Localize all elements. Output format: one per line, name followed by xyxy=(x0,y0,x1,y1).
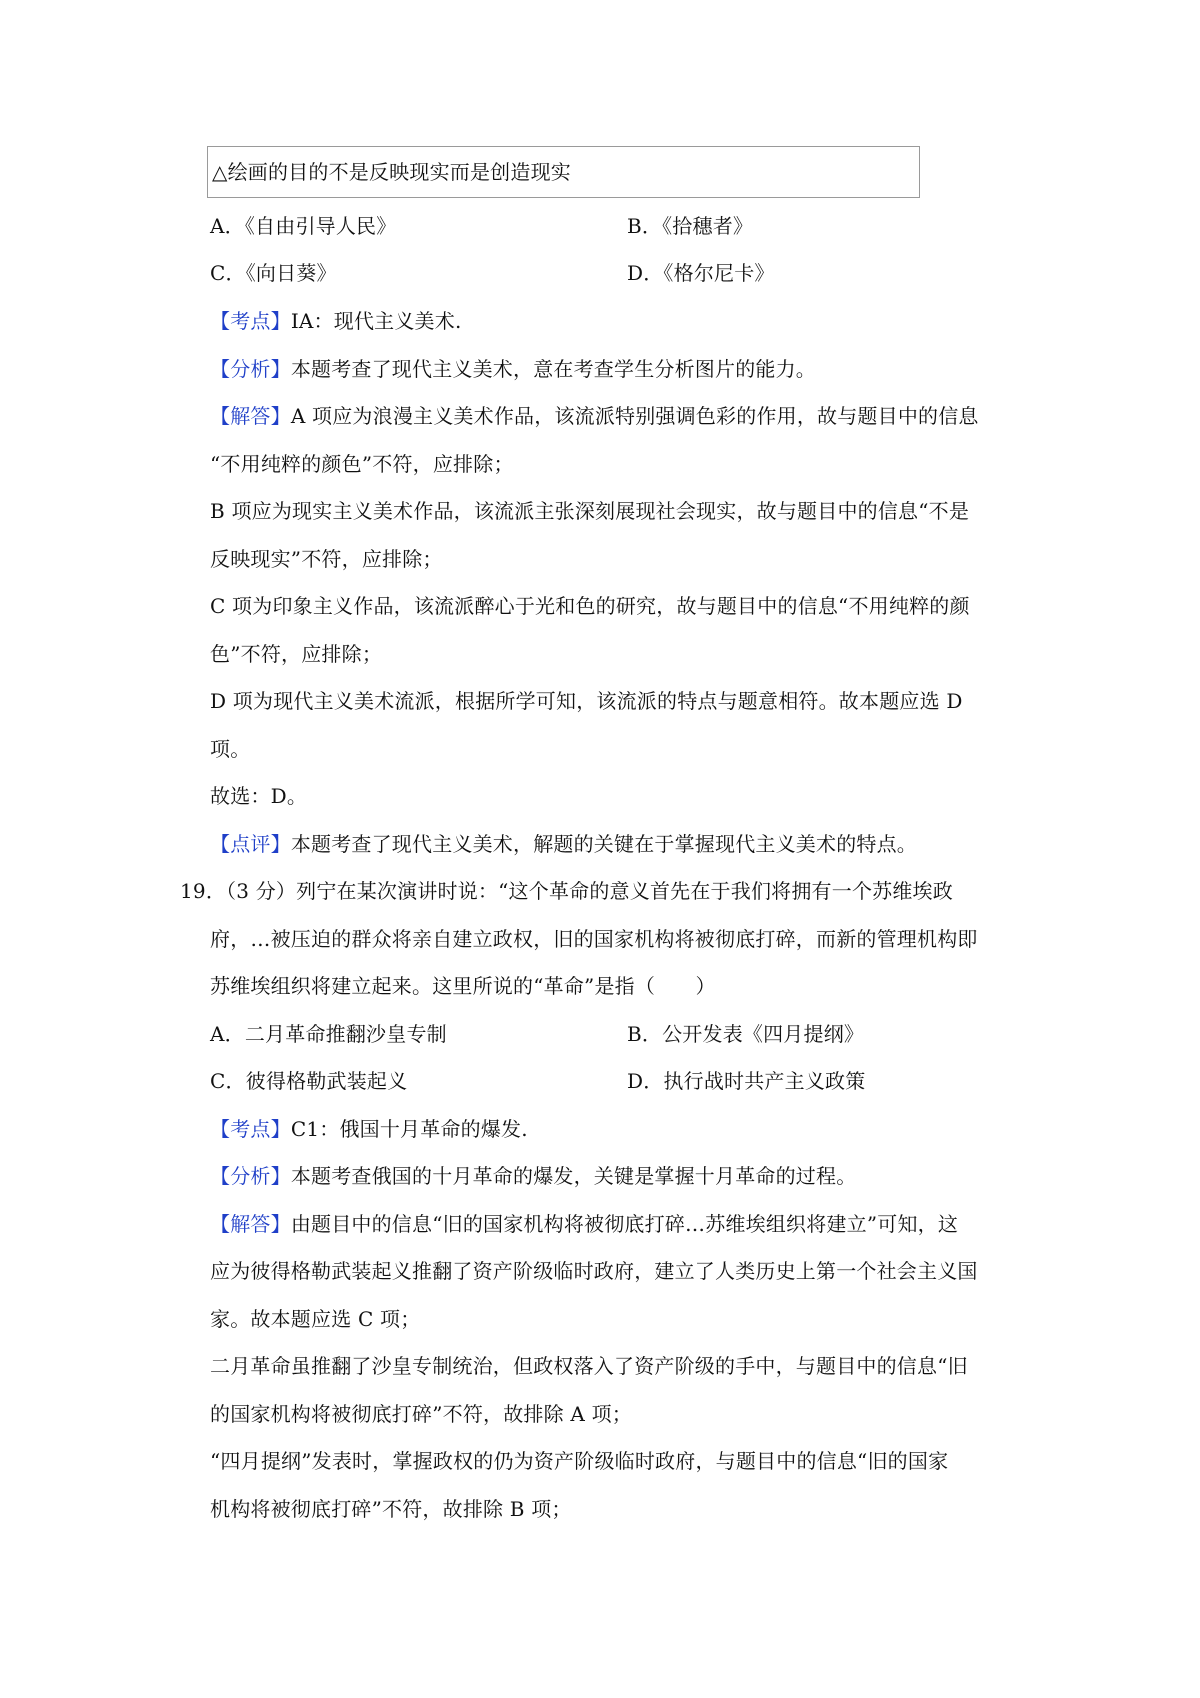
fenxi-tag: 【分析】 xyxy=(210,1164,291,1188)
fenxi-text: 本题考查俄国的十月革命的爆发，关键是掌握十月革命的过程。 xyxy=(290,1164,857,1188)
q19-option-d: D．执行战时共产主义政策 xyxy=(627,1069,866,1093)
q18-option-a: A．《自由引导人民》 xyxy=(210,214,397,238)
q19-jieda xyxy=(210,1210,958,1238)
q18-option-d: D．《格尔尼卡》 xyxy=(627,261,775,285)
jieda-line: A 项应为浪漫主义美术作品，该流派特别强调色彩的作用，故与题目中的信息 xyxy=(290,404,979,428)
dianping-text: 本题考查了现代主义美术，解题的关键在于掌握现代主义美术的特点。 xyxy=(290,832,918,856)
jieda-line: D 项为现代主义美术流派，根据所学可知，该流派的特点与题意相符。故本题应选 D xyxy=(210,689,963,713)
jieda-line: 的国家机构将被彻底打碎”不符，故排除 A 项； xyxy=(210,1402,632,1426)
q19-option-a: A．二月革命推翻沙皇专制 xyxy=(210,1022,447,1046)
jieda-line: 色”不符，应排除； xyxy=(210,642,383,666)
q19-option-b: B．公开发表《四月提纲》 xyxy=(627,1022,865,1046)
jieda-line: 应为彼得格勒武装起义推翻了资产阶级临时政府，建立了人类历史上第一个社会主义国 xyxy=(210,1259,978,1283)
jieda-line: 机构将被彻底打碎”不符，故排除 B 项； xyxy=(210,1497,572,1521)
fenxi-tag: 【分析】 xyxy=(210,357,291,381)
q19-kaodian xyxy=(210,1115,528,1143)
fenxi-text: 本题考查了现代主义美术，意在考查学生分析图片的能力。 xyxy=(290,357,817,381)
kaodian-tag: 【考点】 xyxy=(210,309,291,333)
jieda-line: 家。故本题应选 C 项； xyxy=(210,1307,421,1331)
q18-dianping xyxy=(210,830,917,858)
dianping-tag: 【点评】 xyxy=(210,832,291,856)
q19-fenxi xyxy=(210,1162,856,1190)
jieda-line: “四月提纲”发表时，掌握政权的仍为资产阶级临时政府，与题目中的信息“旧的国家 xyxy=(210,1449,949,1473)
q19-option-c: C．彼得格勒武装起义 xyxy=(210,1069,408,1093)
kaodian-text: C1：俄国十月革命的爆发. xyxy=(290,1117,528,1141)
q18-fenxi xyxy=(210,355,816,383)
quote-box xyxy=(207,146,920,198)
kaodian-tag: 【考点】 xyxy=(210,1117,291,1141)
jieda-tag: 【解答】 xyxy=(210,404,291,428)
jieda-tag: 【解答】 xyxy=(210,1212,291,1236)
q18-kaodian xyxy=(210,307,462,335)
q18-option-c: C．《向日葵》 xyxy=(210,261,337,285)
quote-box-text: △绘画的目的不是反映现实而是创造现实 xyxy=(212,160,571,184)
jieda-line: C 项为印象主义作品，该流派醉心于光和色的研究，故与题目中的信息“不用纯粹的颜 xyxy=(210,594,970,618)
kaodian-text: IA：现代主义美术. xyxy=(290,309,462,333)
jieda-line: 二月革命虽推翻了沙皇专制统治，但政权落入了资产阶级的手中，与题目中的信息“旧 xyxy=(210,1354,968,1378)
jieda-line: 反映现实”不符，应排除； xyxy=(210,547,443,571)
jieda-answer-line: 故选：D。 xyxy=(210,784,308,808)
q19-stem-line: 苏维埃组织将建立起来。这里所说的“革命”是指（ ） xyxy=(210,974,716,998)
q18-jieda xyxy=(210,402,979,430)
jieda-line: B 项应为现实主义美术作品，该流派主张深刻展现社会现实，故与题目中的信息“不是 xyxy=(210,499,970,523)
jieda-line: 由题目中的信息“旧的国家机构将被彻底打碎…苏维埃组织将建立”可知，这 xyxy=(290,1212,959,1236)
q19-stem-line: 19．（3 分）列宁在某次演讲时说：“这个革命的意义首先在于我们将拥有一个苏维埃政 xyxy=(180,879,953,903)
q19-stem-line: 府，…被压迫的群众将亲自建立政权，旧的国家机构将被彻底打碎，而新的管理机构即 xyxy=(210,927,978,951)
jieda-line: “不用纯粹的颜色”不符，应排除； xyxy=(210,452,514,476)
jieda-line: 项。 xyxy=(210,737,251,761)
q18-option-b: B．《拾穗者》 xyxy=(627,214,754,238)
